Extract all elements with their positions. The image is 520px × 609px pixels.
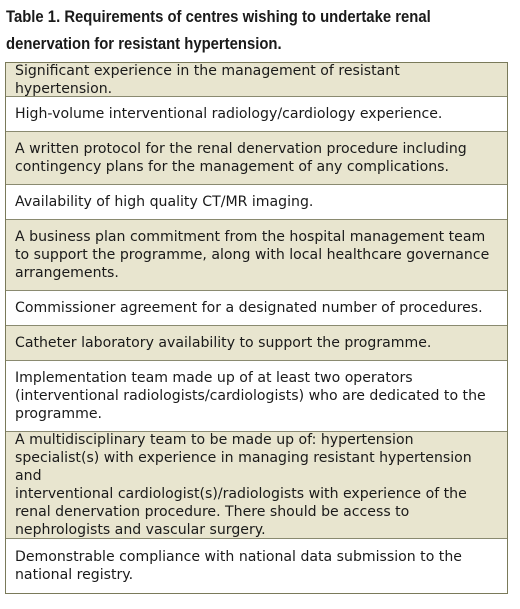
- table-row: [6, 291, 507, 326]
- row-text: national registry.: [15, 567, 134, 583]
- table-row: [6, 432, 507, 539]
- row-text: Commissioner agreement for a designated number of procedures.: [15, 300, 483, 316]
- row-text: A multidisciplinary team to be made up of: hypertension: [15, 432, 414, 448]
- row-text: (interventional radiologists/cardiologists) who are dedicated to the: [15, 388, 486, 404]
- row-text: interventional cardiologist(s)/radiologists with experience of the: [15, 486, 467, 502]
- row-text: renal denervation procedure. There should be access to: [15, 504, 410, 520]
- row-text: A written protocol for the renal denervation procedure including: [15, 141, 467, 157]
- table-row: [6, 361, 507, 432]
- table-row: [6, 185, 507, 220]
- row-text: programme.: [15, 406, 103, 422]
- caption-line-1: Table 1. Requirements of centres wishing to undertake renal: [6, 8, 431, 26]
- row-text: to support the programme, along with local healthcare governance: [15, 247, 490, 263]
- table-row: [6, 326, 507, 361]
- row-text: A business plan commitment from the hospital management team: [15, 229, 486, 245]
- row-text: specialist(s) with experience in managing resistant hypertension and: [15, 450, 472, 484]
- table-row: [6, 132, 507, 185]
- row-text: arrangements.: [15, 265, 119, 281]
- table-caption: [6, 4, 510, 58]
- row-text: High-volume interventional radiology/cardiology experience.: [15, 106, 443, 122]
- row-text: nephrologists and vascular surgery.: [15, 522, 266, 538]
- row-text: Demonstrable compliance with national data submission to the: [15, 549, 462, 565]
- table-row: [6, 220, 507, 291]
- row-text: Availability of high quality CT/MR imaging.: [15, 194, 314, 210]
- requirements-table: [5, 62, 508, 594]
- row-text: Implementation team made up of at least two operators: [15, 370, 413, 386]
- table-row: [6, 63, 507, 97]
- table-row: [6, 539, 507, 593]
- row-text: Catheter laboratory availability to support the programme.: [15, 335, 432, 351]
- row-text: contingency plans for the management of any complications.: [15, 159, 449, 175]
- row-text: Significant experience in the management of resistant hypertension.: [15, 62, 400, 97]
- table-row: [6, 97, 507, 132]
- caption-line-2: denervation for resistant hypertension.: [6, 35, 282, 53]
